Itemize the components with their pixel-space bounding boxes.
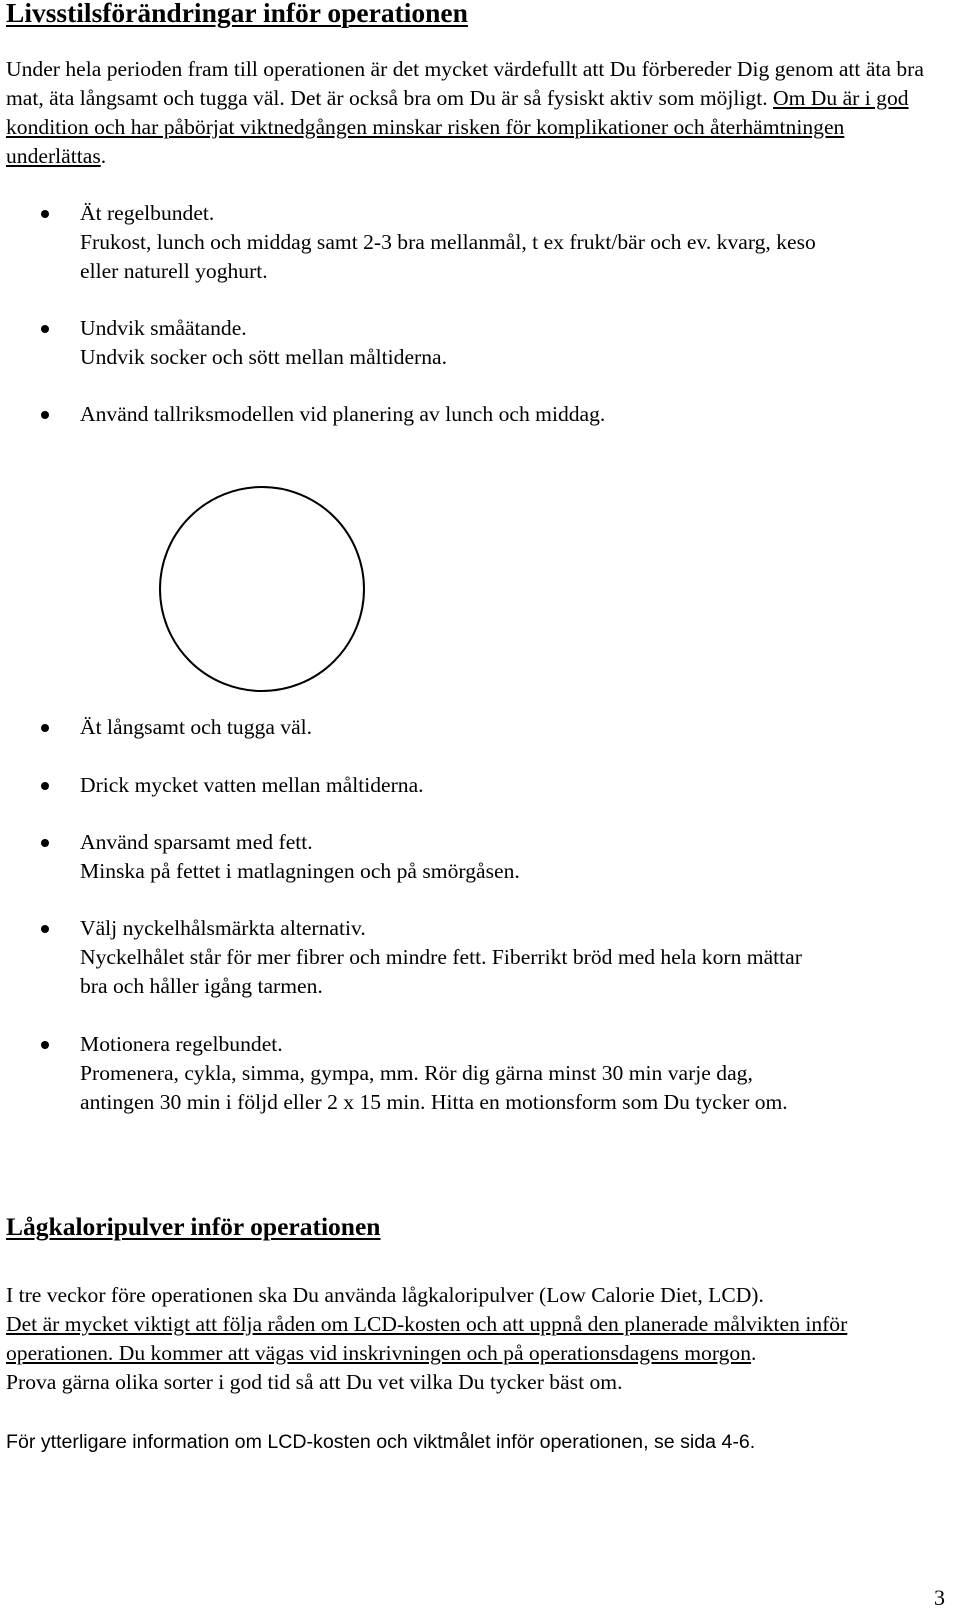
- lcd-intro: I tre veckor före operationen ska Du använda lågkaloripulver (Low Calorie Diet, LCD).: [6, 1283, 764, 1307]
- section-title-lcd: Lågkaloripulver inför operationen: [6, 1212, 381, 1241]
- bullet-icon: [41, 411, 49, 419]
- lcd-paragraph: [6, 1281, 946, 1397]
- bullet-heading: Ät regelbundet.: [80, 201, 215, 225]
- bullet-heading: Undvik småätande.: [80, 316, 247, 340]
- bullet-text: [80, 199, 950, 286]
- bullet-icon: [41, 839, 49, 847]
- bullet-heading: Använd sparsamt med fett.: [80, 830, 313, 854]
- intro-paragraph: [6, 55, 946, 171]
- bullet-heading: Välj nyckelhålsmärkta alternativ.: [80, 916, 366, 940]
- bullet-detail: Promenera, cykla, simma, gympa, mm. Rör dig gärna minst 30 min varje dag,: [80, 1061, 753, 1085]
- bullet-detail: eller naturell yoghurt.: [80, 259, 268, 283]
- bullet-detail: Frukost, lunch och middag samt 2-3 bra mellanmål, t ex frukt/bär och ev. kvarg, keso: [80, 230, 816, 254]
- intro-text: Under hela perioden fram till operationen är det mycket värdefullt att Du förbereder Dig genom att äta bra mat, äta långsamt och tugga väl. Det är också bra om Du är så fysiskt aktiv som möjligt.: [6, 57, 924, 110]
- bullet-heading: Ät långsamt och tugga väl.: [80, 715, 313, 739]
- bullet-text: [80, 914, 950, 1001]
- section-title-lifestyle: Livsstilsförändringar inför operationen: [6, 0, 468, 28]
- bullet-text: [80, 713, 950, 742]
- bullet-icon: [41, 1041, 49, 1049]
- bullet-icon: [41, 724, 49, 732]
- bullet-detail: Nyckelhålet står för mer fibrer och mindre fett. Fiberrikt bröd med hela korn mättar: [80, 945, 802, 969]
- bullet-text: [80, 400, 950, 429]
- bullet-icon: [41, 925, 49, 933]
- bullet-detail: bra och håller igång tarmen.: [80, 974, 323, 998]
- lcd-important-text: Det är mycket viktigt att följa råden om LCD-kosten och att uppnå den planerade målvikten inför operationen. Du kommer att vägas vid inskrivningen och på operationsdagens morgon: [6, 1312, 848, 1365]
- bullet-icon: [41, 210, 49, 218]
- bullet-text: [80, 828, 950, 886]
- bullet-heading: Motionera regelbundet.: [80, 1032, 283, 1056]
- intro-underlined-text: Om Du är i god kondition och har påbörjat viktnedgången minskar risken för komplikationer och återhämtningen underlättas: [6, 86, 909, 168]
- page-number: 3: [934, 1585, 945, 1610]
- lcd-try-text: Prova gärna olika sorter i god tid så att Du vet vilka Du tycker bäst om.: [6, 1370, 623, 1394]
- bullet-heading: Använd tallriksmodellen vid planering av lunch och middag.: [80, 402, 606, 426]
- further-info-note: För ytterligare information om LCD-kosten och viktmålet inför operationen, se sida 4-6.: [6, 1431, 756, 1453]
- bullet-icon: [41, 325, 49, 333]
- bullet-detail: Undvik socker och sött mellan måltiderna.: [80, 345, 447, 369]
- bullet-icon: [41, 782, 49, 790]
- bullet-text: [80, 314, 950, 372]
- bullet-text: [80, 771, 950, 800]
- bullet-detail: antingen 30 min i följd eller 2 x 15 min. Hitta en motionsform som Du tycker om.: [80, 1090, 788, 1114]
- bullet-text: [80, 1030, 950, 1117]
- lcd-important-end: .: [751, 1341, 757, 1365]
- intro-end: .: [100, 144, 107, 168]
- bullet-heading: Drick mycket vatten mellan måltiderna.: [80, 773, 424, 797]
- plate-model-circle: [159, 486, 365, 692]
- bullet-detail: Minska på fettet i matlagningen och på smörgåsen.: [80, 859, 520, 883]
